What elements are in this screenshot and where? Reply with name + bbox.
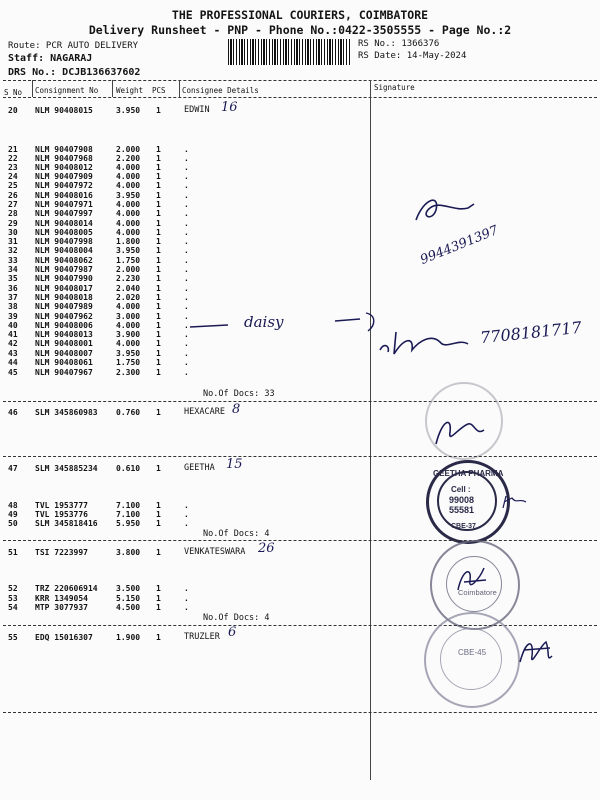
weight-cell: 7.100	[116, 510, 141, 519]
handwritten-phone: 9944391397	[418, 223, 501, 268]
consignment-cell: NLM 90407990	[35, 274, 93, 283]
stamp-text: Cell :	[451, 485, 471, 494]
pcs-cell: 1	[156, 246, 161, 255]
consignment-cell: NLM 90408014	[35, 219, 93, 228]
pcs-cell: 1	[156, 339, 161, 348]
consignment-cell: NLM 90407908	[35, 145, 93, 154]
rs-number: RS No.: 1366376	[358, 39, 440, 49]
consignment-cell: NLM 90408015	[35, 106, 93, 115]
weight-cell: 3.950	[116, 246, 141, 255]
consignment-cell: NLM 90407989	[35, 302, 93, 311]
consignee-cell: .	[184, 256, 189, 265]
weight-cell: 1.750	[116, 358, 141, 367]
sno-cell: 29	[8, 219, 18, 228]
pcs-cell: 1	[156, 302, 161, 311]
sno-cell: 34	[8, 265, 18, 274]
weight-cell: 2.040	[116, 284, 141, 293]
row-separator	[3, 456, 597, 457]
pcs-cell: 1	[156, 594, 161, 603]
row-separator	[3, 401, 597, 402]
consignment-cell: TRZ 220606914	[35, 584, 98, 593]
pcs-cell: 1	[156, 321, 161, 330]
stamp-inner-ring	[440, 628, 502, 690]
handwritten-count: 8	[232, 402, 241, 417]
weight-cell: 1.800	[116, 237, 141, 246]
consignee-cell: .	[184, 603, 189, 612]
weight-cell: 2.230	[116, 274, 141, 283]
weight-cell: 4.000	[116, 321, 141, 330]
consignment-cell: MTP 3077937	[35, 603, 88, 612]
receiver-signature	[500, 492, 530, 512]
consignee-cell: .	[184, 219, 189, 228]
consignment-cell: NLM 90408004	[35, 246, 93, 255]
staff-label: Staff: NAGARAJ	[8, 53, 93, 64]
receiver-signature	[428, 410, 488, 450]
pcs-cell: 1	[156, 209, 161, 218]
pcs-cell: 1	[156, 163, 161, 172]
weight-cell: 4.000	[116, 200, 141, 209]
sno-cell: 27	[8, 200, 18, 209]
column-header-signature: Signature	[374, 83, 415, 92]
consignee-cell: .	[184, 321, 189, 330]
receiver-signature	[374, 320, 474, 360]
sno-cell: 32	[8, 246, 18, 255]
weight-cell: 7.100	[116, 501, 141, 510]
pcs-cell: 1	[156, 172, 161, 181]
sno-cell: 25	[8, 181, 18, 190]
pcs-cell: 1	[156, 265, 161, 274]
handwritten-count: 26	[258, 541, 275, 556]
pcs-cell: 1	[156, 145, 161, 154]
consignment-cell: KRR 1349054	[35, 594, 88, 603]
consignment-cell: SLM 345818416	[35, 519, 98, 528]
weight-cell: 4.000	[116, 209, 141, 218]
sno-cell: 55	[8, 633, 18, 642]
sno-cell: 40	[8, 321, 18, 330]
consignment-cell: NLM 90408006	[35, 321, 93, 330]
sno-cell: 50	[8, 519, 18, 528]
sno-cell: 24	[8, 172, 18, 181]
header-bottom-rule	[3, 97, 597, 98]
consignee-cell: GEETHA	[184, 463, 215, 473]
pcs-cell: 1	[156, 510, 161, 519]
consignment-cell: NLM 90408005	[35, 228, 93, 237]
weight-cell: 4.000	[116, 172, 141, 181]
runsheet-title: Delivery Runsheet - PNP - Phone No.:0422-3505555 - Page No.:2	[88, 23, 512, 37]
stamp-text: CBE-45	[458, 648, 487, 657]
pcs-cell: 1	[156, 368, 161, 377]
sno-cell: 33	[8, 256, 18, 265]
sno-cell: 45	[8, 368, 18, 377]
weight-cell: 3.950	[116, 191, 141, 200]
consignee-cell: .	[184, 312, 189, 321]
consignee-cell: .	[184, 172, 189, 181]
docs-count: No.Of Docs: 4	[203, 529, 270, 539]
weight-cell: 3.950	[116, 106, 141, 115]
sno-cell: 31	[8, 237, 18, 246]
consignment-cell: NLM 90407971	[35, 200, 93, 209]
column-divider	[179, 80, 180, 97]
consignee-cell: .	[184, 368, 189, 377]
consignment-cell: NLM 90407967	[35, 368, 93, 377]
pcs-cell: 1	[156, 256, 161, 265]
sno-cell: 36	[8, 284, 18, 293]
sno-cell: 41	[8, 330, 18, 339]
pcs-cell: 1	[156, 330, 161, 339]
sno-cell: 23	[8, 163, 18, 172]
weight-cell: 4.000	[116, 228, 141, 237]
consignee-cell: EDWIN	[184, 105, 210, 115]
consignee-cell: .	[184, 594, 189, 603]
pcs-cell: 1	[156, 274, 161, 283]
pcs-cell: 1	[156, 501, 161, 510]
consignee-cell: .	[184, 154, 189, 163]
consignment-cell: SLM 345860983	[35, 408, 98, 417]
signature-scribble	[410, 190, 480, 230]
stamp-text: 55581	[449, 505, 475, 515]
pcs-cell: 1	[156, 237, 161, 246]
barcode	[228, 39, 350, 65]
receiver-signature	[452, 560, 492, 596]
pcs-cell: 1	[156, 633, 161, 642]
handwritten-phone: 7708181717	[479, 317, 583, 348]
rs-date: RS Date: 14-May-2024	[358, 51, 467, 61]
pcs-cell: 1	[156, 228, 161, 237]
handwritten-count: 16	[221, 100, 238, 115]
weight-cell: 4.000	[116, 219, 141, 228]
consignment-cell: NLM 90407997	[35, 209, 93, 218]
pcs-cell: 1	[156, 293, 161, 302]
pcs-cell: 1	[156, 519, 161, 528]
pcs-cell: 1	[156, 548, 161, 557]
consignee-cell: .	[184, 358, 189, 367]
consignee-cell: .	[184, 584, 189, 593]
route-label: Route: PCR AUTO DELIVERY	[8, 41, 139, 51]
consignment-cell: NLM 90408018	[35, 293, 93, 302]
consignment-cell: SLM 345885234	[35, 464, 98, 473]
geetha-pharma-stamp	[426, 460, 510, 544]
weight-cell: 3.000	[116, 312, 141, 321]
sno-cell: 39	[8, 312, 18, 321]
pcs-cell: 1	[156, 284, 161, 293]
weight-cell: 3.500	[116, 584, 141, 593]
pcs-cell: 1	[156, 358, 161, 367]
stamp-text: CBE-37	[451, 523, 476, 530]
consignee-cell: TRUZLER	[184, 632, 220, 642]
sno-cell: 46	[8, 408, 18, 417]
consignee-cell: .	[184, 339, 189, 348]
consignee-cell: .	[184, 237, 189, 246]
sno-cell: 20	[8, 106, 18, 115]
drs-number: DRS No.: DCJB136637602	[8, 67, 141, 78]
weight-cell: 0.760	[116, 408, 141, 417]
pcs-cell: 1	[156, 200, 161, 209]
row-separator	[3, 712, 597, 713]
weight-cell: 2.000	[116, 145, 141, 154]
consignee-cell: VENKATESWARA	[184, 547, 246, 557]
weight-cell: 4.000	[116, 163, 141, 172]
sno-cell: 38	[8, 302, 18, 311]
consignment-cell: NLM 90407962	[35, 312, 93, 321]
consignment-cell: TVL 1953777	[35, 501, 88, 510]
pcs-cell: 1	[156, 106, 161, 115]
consignment-cell: NLM 90407972	[35, 181, 93, 190]
consignee-cell: .	[184, 284, 189, 293]
handwritten-name: daisy	[244, 313, 284, 331]
weight-cell: 2.200	[116, 154, 141, 163]
consignment-cell: NLM 90407987	[35, 265, 93, 274]
pcs-cell: 1	[156, 181, 161, 190]
consignment-cell: NLM 90408001	[35, 339, 93, 348]
pcs-cell: 1	[156, 349, 161, 358]
consignee-cell: .	[184, 519, 189, 528]
consignment-cell: EDQ 15016307	[35, 633, 93, 642]
consignee-cell: .	[184, 228, 189, 237]
column-header-consignee: Consignee Details	[182, 86, 259, 95]
consignee-cell: .	[184, 274, 189, 283]
consignment-cell: TSI 7223997	[35, 548, 88, 557]
column-header-consignment: Consignment No	[35, 86, 99, 95]
consignee-cell: .	[184, 181, 189, 190]
sno-cell: 51	[8, 548, 18, 557]
pcs-cell: 1	[156, 464, 161, 473]
pcs-cell: 1	[156, 408, 161, 417]
sno-cell: 37	[8, 293, 18, 302]
consignee-cell: .	[184, 349, 189, 358]
consignment-cell: NLM 90408062	[35, 256, 93, 265]
weight-cell: 4.000	[116, 181, 141, 190]
consignee-cell: .	[184, 293, 189, 302]
pcs-cell: 1	[156, 219, 161, 228]
docs-count: No.Of Docs: 4	[203, 613, 270, 623]
column-header-sno: S No	[4, 88, 23, 97]
weight-cell: 3.800	[116, 548, 141, 557]
consignee-cell: .	[184, 302, 189, 311]
truzler-stamp	[424, 612, 520, 708]
weight-cell: 4.500	[116, 603, 141, 612]
header-top-rule	[3, 80, 597, 81]
consignee-cell: .	[184, 330, 189, 339]
sno-cell: 49	[8, 510, 18, 519]
sno-cell: 47	[8, 464, 18, 473]
column-header-pcs: PCS	[152, 86, 166, 95]
stamp-text: 99008	[449, 495, 475, 505]
weight-cell: 5.150	[116, 594, 141, 603]
sno-cell: 28	[8, 209, 18, 218]
sno-cell: 52	[8, 584, 18, 593]
consignment-cell: NLM 90408013	[35, 330, 93, 339]
pcs-cell: 1	[156, 603, 161, 612]
sno-cell: 48	[8, 501, 18, 510]
consignee-cell: .	[184, 163, 189, 172]
consignment-cell: NLM 90407998	[35, 237, 93, 246]
consignment-cell: NLM 90408016	[35, 191, 93, 200]
consignment-cell: NLM 90408061	[35, 358, 93, 367]
consignment-cell: TVL 1953776	[35, 510, 88, 519]
receiver-signature	[516, 632, 556, 672]
sno-cell: 54	[8, 603, 18, 612]
consignee-cell: .	[184, 510, 189, 519]
row-separator	[3, 540, 597, 541]
handwritten-count: 6	[228, 625, 237, 640]
weight-cell: 2.000	[116, 265, 141, 274]
handwritten-count: 15	[226, 457, 243, 472]
sno-cell: 35	[8, 274, 18, 283]
column-divider	[112, 80, 113, 97]
pcs-cell: 1	[156, 584, 161, 593]
consignee-cell: .	[184, 145, 189, 154]
weight-cell: 2.300	[116, 368, 141, 377]
consignee-cell: .	[184, 209, 189, 218]
consignment-cell: NLM 90407909	[35, 172, 93, 181]
row-separator	[3, 625, 597, 626]
consignee-cell: .	[184, 246, 189, 255]
consignee-cell: .	[184, 200, 189, 209]
weight-cell: 1.750	[116, 256, 141, 265]
consignee-cell: .	[184, 501, 189, 510]
weight-cell: 3.900	[116, 330, 141, 339]
stamp-text: GEETHA PHARMA	[433, 469, 504, 478]
sno-cell: 26	[8, 191, 18, 200]
signature-column-divider	[370, 80, 371, 780]
consignee-cell: HEXACARE	[184, 407, 225, 417]
sno-cell: 44	[8, 358, 18, 367]
consignee-cell: .	[184, 265, 189, 274]
consignment-cell: NLM 90408012	[35, 163, 93, 172]
weight-cell: 2.020	[116, 293, 141, 302]
weight-cell: 1.900	[116, 633, 141, 642]
sno-cell: 21	[8, 145, 18, 154]
consignment-cell: NLM 90408007	[35, 349, 93, 358]
sno-cell: 30	[8, 228, 18, 237]
consignment-cell: NLM 90408017	[35, 284, 93, 293]
column-divider	[32, 80, 33, 97]
sno-cell: 22	[8, 154, 18, 163]
weight-cell: 0.610	[116, 464, 141, 473]
weight-cell: 4.000	[116, 302, 141, 311]
consignee-cell: .	[184, 191, 189, 200]
weight-cell: 3.950	[116, 349, 141, 358]
stamp-text: Coimbatore	[458, 588, 497, 597]
pcs-cell: 1	[156, 312, 161, 321]
sno-cell: 42	[8, 339, 18, 348]
weight-cell: 4.000	[116, 339, 141, 348]
column-header-weight: Weight	[116, 86, 144, 95]
weight-cell: 5.950	[116, 519, 141, 528]
docs-count: No.Of Docs: 33	[203, 389, 275, 399]
company-title: THE PROFESSIONAL COURIERS, COIMBATORE	[171, 8, 429, 22]
pcs-cell: 1	[156, 154, 161, 163]
pcs-cell: 1	[156, 191, 161, 200]
consignment-cell: NLM 90407968	[35, 154, 93, 163]
sno-cell: 53	[8, 594, 18, 603]
sno-cell: 43	[8, 349, 18, 358]
